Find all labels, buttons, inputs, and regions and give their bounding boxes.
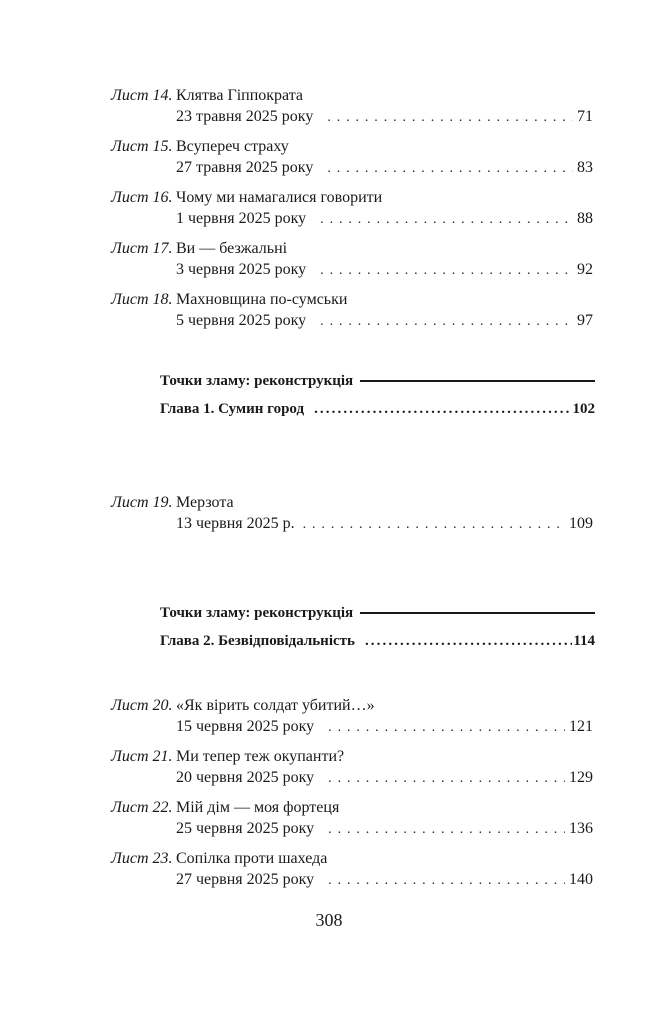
letter-number: Лист 15. [111,138,173,155]
letter-title: Клятва Гіппократа [176,87,304,104]
letter-date: 15 червня 2025 року [176,718,315,735]
letter-date: 27 червня 2025 року [176,871,315,888]
dot-leader [328,769,565,789]
page-ref: 114 [573,633,595,649]
letter-number: Лист 22. [111,799,173,816]
letter-number: Лист 18. [111,291,173,308]
letter-date: 27 травня 2025 року [176,159,314,176]
letter-date: 3 червня 2025 року [176,261,307,278]
letter-date: 1 червня 2025 року [176,210,307,227]
dot-leader [327,108,573,128]
page-ref: 83 [577,159,593,176]
page-ref: 97 [577,312,593,329]
page-ref: 102 [572,401,595,417]
page-ref: 140 [569,871,593,888]
page-number: 308 [315,910,343,930]
letter-number: Лист 19. [111,494,173,511]
section-heading: Точки зламу: реконструкція [160,373,354,389]
dot-leader [328,718,565,738]
letter-title: Мій дім — моя фортеця [176,799,340,816]
letter-number: Лист 16. [111,189,173,206]
page-ref: 88 [577,210,593,227]
chapter-title: Глава 2. Безвідповідальність [160,633,355,649]
section-heading: Точки зламу: реконструкція [160,605,354,621]
letter-date: 23 травня 2025 року [176,108,314,125]
page-ref: 92 [577,261,593,278]
chapter-title: Глава 1. Сумин город [160,401,305,417]
dot-leader [303,515,565,535]
letter-title: Ви — безжальні [176,240,288,257]
dot-leader [320,210,573,230]
letter-title: Ми тепер теж окупанти? [176,748,345,765]
section-rule [360,612,595,614]
page-ref: 121 [569,718,593,735]
dot-leader [327,159,573,179]
page-ref: 109 [569,515,593,532]
letter-number: Лист 20. [111,697,173,714]
page-ref: 136 [569,820,593,837]
page-ref: 71 [577,108,593,125]
letter-number: Лист 23. [111,850,173,867]
letter-title: Сопілка проти шахеда [176,850,328,867]
letter-title: «Як вірить солдат убитий…» [176,697,375,714]
section-block [160,604,595,649]
letter-number: Лист 21. [111,748,173,765]
dot-leader [314,400,571,418]
letter-title: Всупереч страху [176,138,289,155]
letter-number: Лист 17. [111,240,173,257]
letter-date: 13 червня 2025 р. [176,515,295,532]
letter-date: 20 червня 2025 року [176,769,315,786]
dot-leader [328,871,565,891]
dot-leader [328,820,565,840]
section-rule [360,380,595,382]
letter-title: Махновщина по-сумськи [176,291,348,308]
dot-leader [365,632,572,650]
letter-title: Мерзота [176,494,234,511]
letter-number: Лист 14. [111,87,173,104]
dot-leader [320,312,573,332]
letter-title: Чому ми намагалися говорити [176,189,383,206]
letter-date: 25 червня 2025 року [176,820,315,837]
page-ref: 129 [569,769,593,786]
section-block [160,372,595,417]
dot-leader [320,261,573,281]
letter-date: 5 червня 2025 року [176,312,307,329]
